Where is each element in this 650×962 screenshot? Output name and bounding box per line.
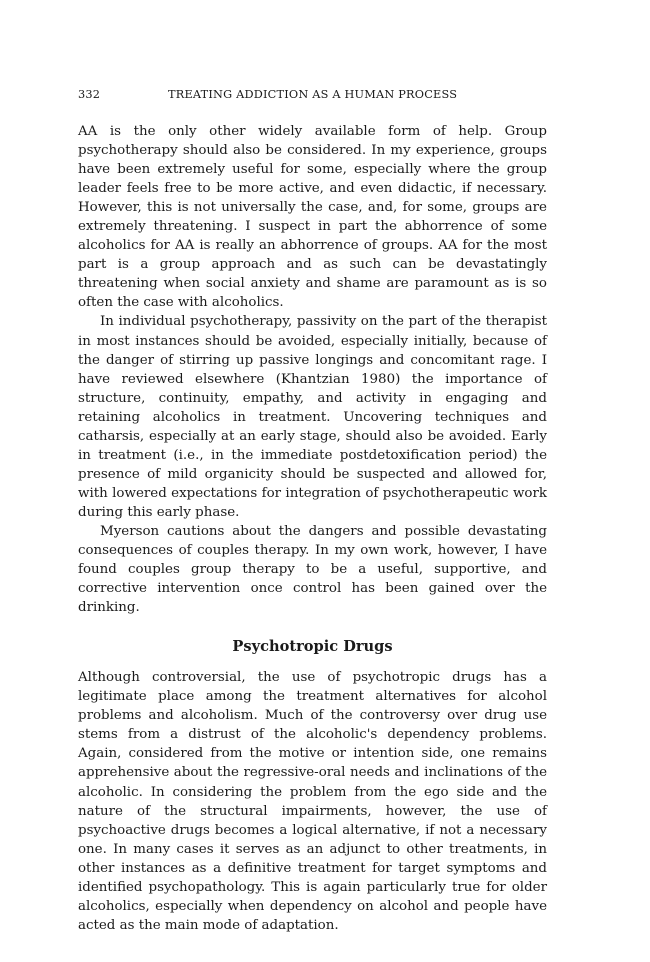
paragraph-group-therapy: AA is the only other widely available form of help. Group psychotherapy should also be considered. In my experience, groups have been extremely useful for some, especially where the group leader feels free to be more active, and even didactic, if necessary. However, this is not universally the case, and, for some, groups are extremely threatening. I suspect in part the abhorrence of some alcoholics for AA is really an abhorrence of groups. AA for the most part is a group approach and as such can be devastatingly threatening when social anxiety and shame are paramount as is so often the case with alcoholics. bbox=[78, 124, 547, 311]
paragraph-couples-therapy: Myerson cautions about the dangers and possible devastating consequences of couples therapy. In my own work, however, I have found couples group therapy to be a useful, supportive, and corrective intervention once control has been gained over the drinking. bbox=[78, 523, 547, 616]
page-number: 332 bbox=[78, 88, 101, 101]
body-text bbox=[78, 122, 547, 935]
section-heading: Psychotropic Drugs bbox=[232, 638, 393, 656]
paragraph-individual-psychotherapy: In individual psychotherapy, passivity on the part of the therapist in most instances should be avoided, especially initially, because of the danger of stirring up passive longings and concomitant rage. I have reviewed elsewhere (Khantzian 1980) the importance of structure, continuity, empathy, and activity in engaging and retaining alcoholics in treatment. Uncovering techniques and catharsis, especially at an early stage, should also be avoided. Early in treatment (i.e., in the immediate postdetoxification period) the presence of mild organicity should be suspected and allowed for, with lowered expectations for integration of psychotherapeutic work during this early phase. bbox=[78, 314, 547, 520]
running-head bbox=[78, 88, 547, 108]
running-title: TREATING ADDICTION AS A HUMAN PROCESS bbox=[168, 88, 458, 101]
paragraph-psychotropic-drugs: Although controversial, the use of psychotropic drugs has a legitimate place among the treatment alternatives for alcohol problems and alcoholism. Much of the controversy over drug use stems from a distrust of the alcoholic's dependency problems. Again, considered from the motive or intention side, one remains apprehensive about the regressive-oral needs and inclinations of the alcoholic. In considering the problem from the ego side and the nature of the structural impairments, however, the use of psychoactive drugs becomes a logical alternative, if not a necessary one. In many cases it serves as an adjunct to other treatments, in other instances as a definitive treatment for target symptoms and identified psychopathology. This is again particularly true for older alcoholics, especially when dependency on alcohol and people have acted as the main mode of adaptation. bbox=[78, 670, 547, 933]
book-page bbox=[78, 88, 547, 935]
